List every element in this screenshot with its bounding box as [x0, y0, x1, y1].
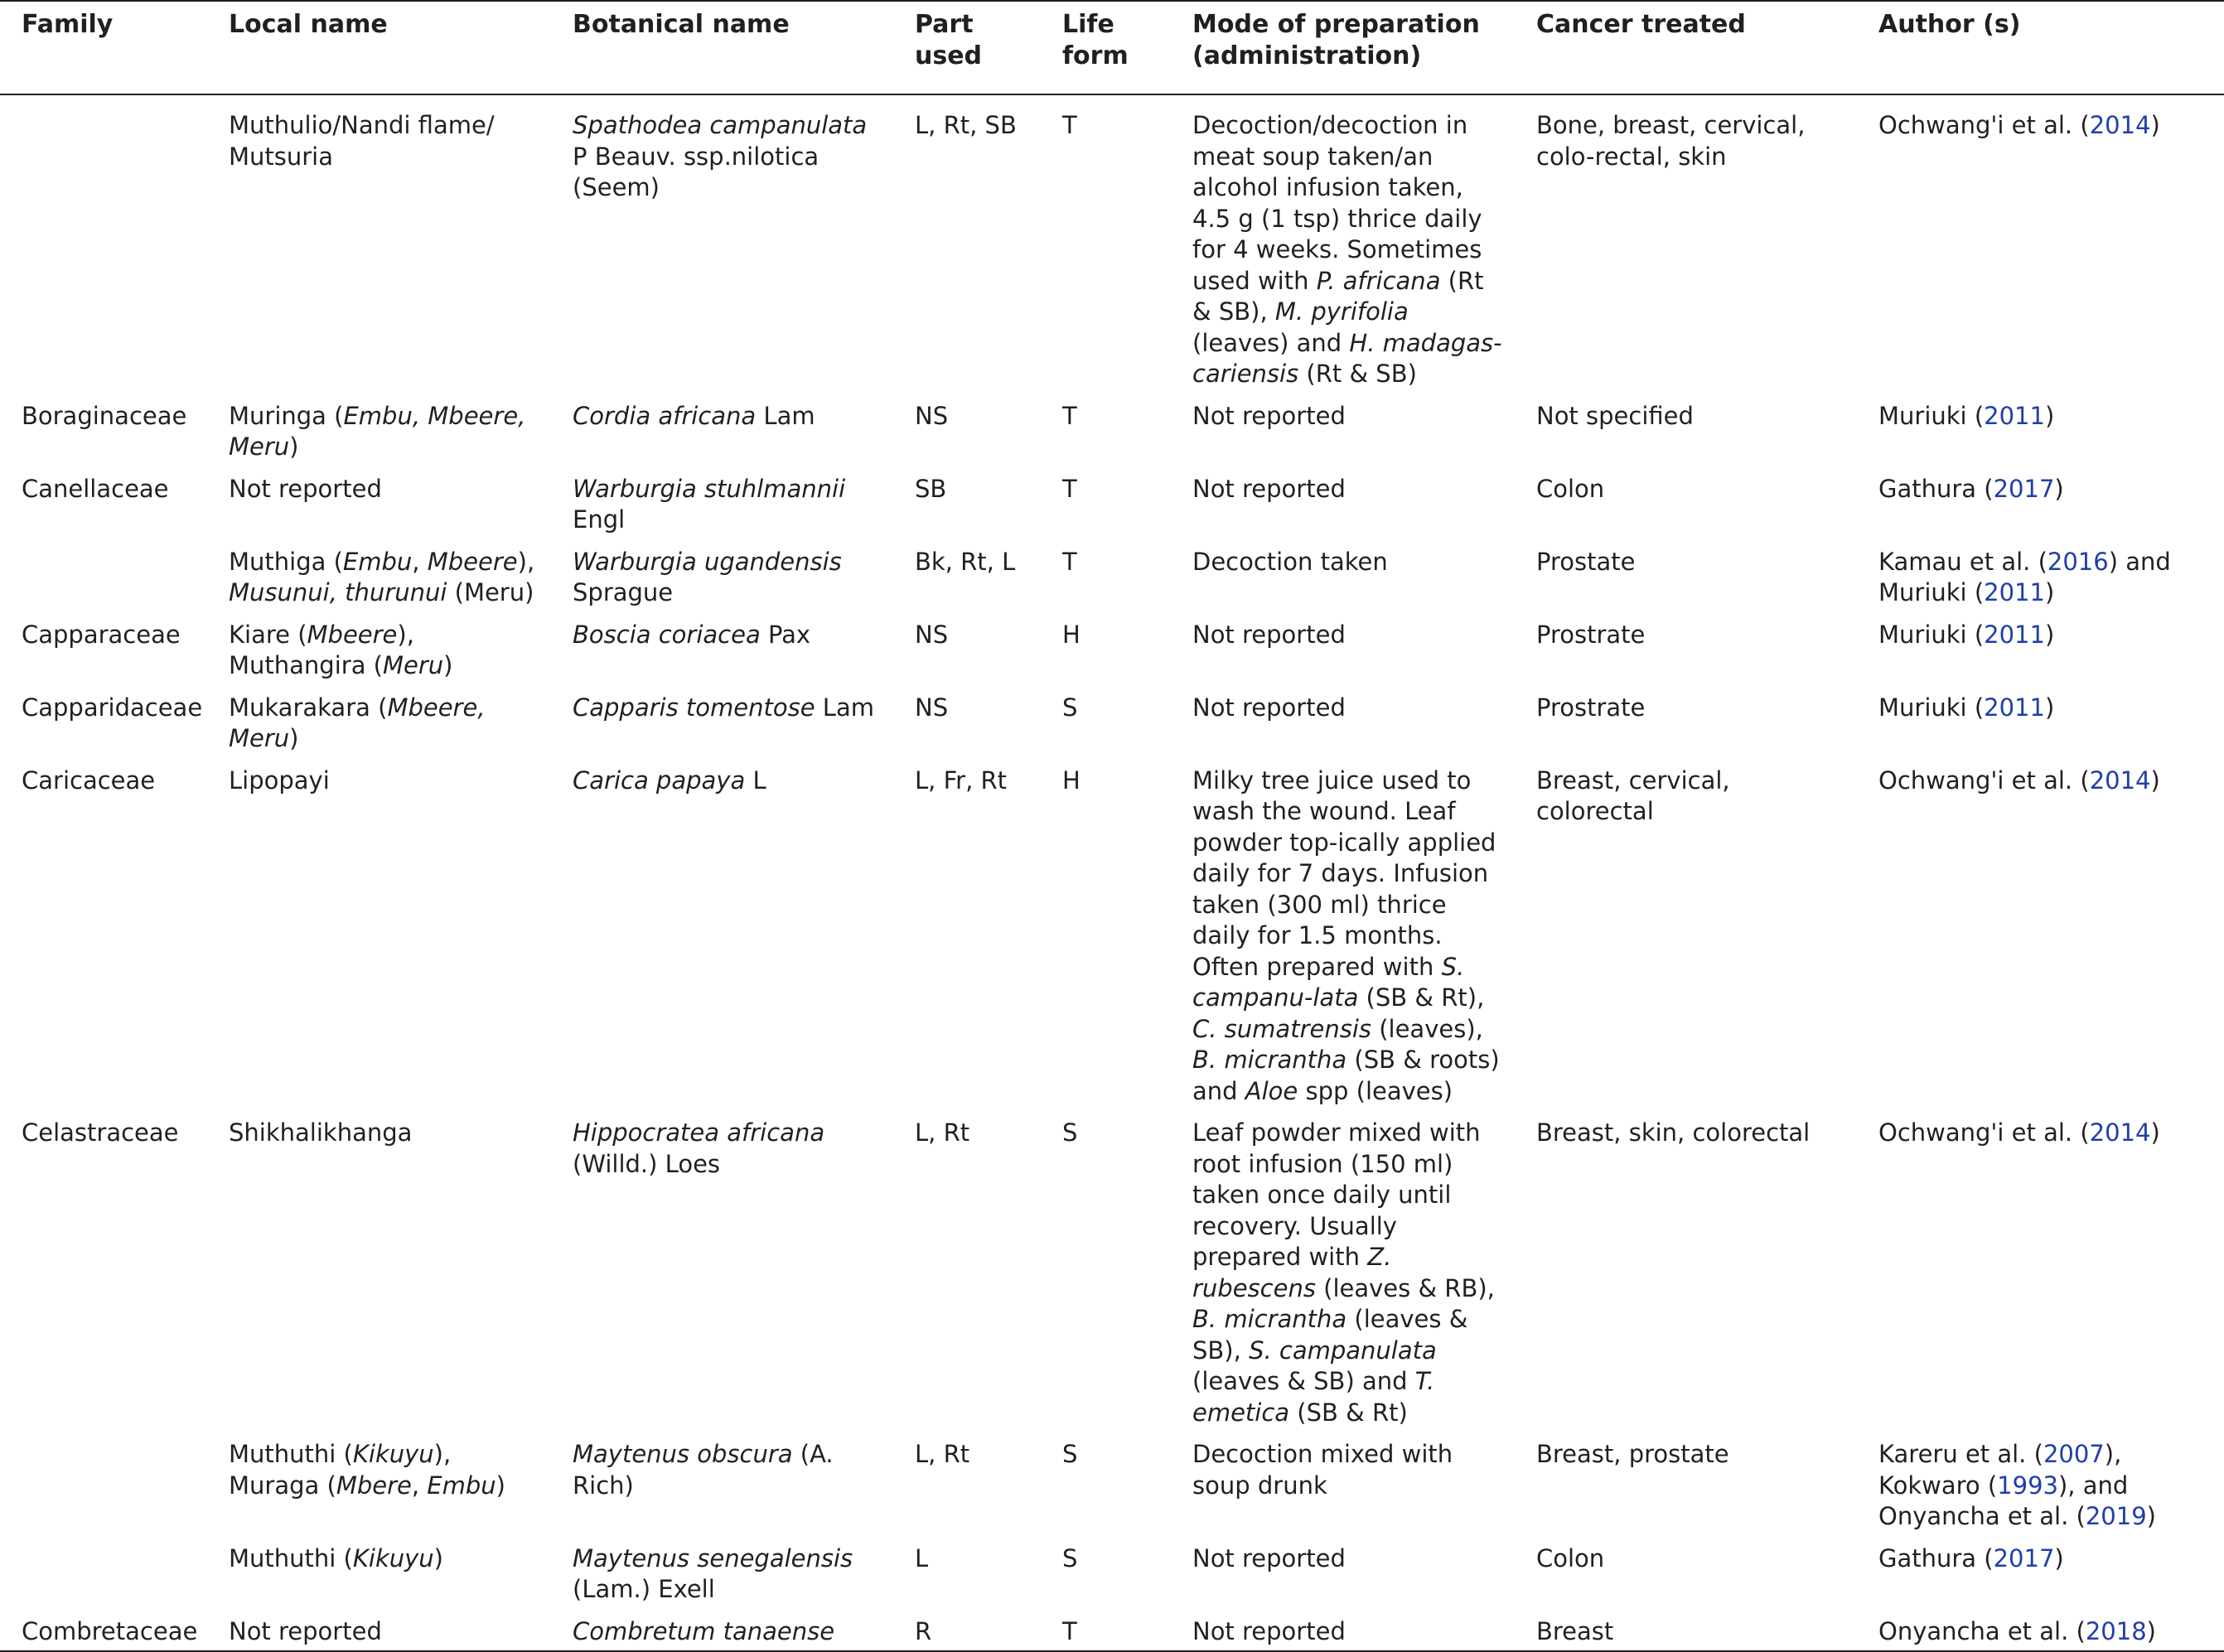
- cell-mode-of-preparation: [1171, 1616, 1515, 1652]
- header-local-name: Local name: [207, 1, 551, 94]
- cell-life-form: [1041, 547, 1171, 620]
- cell-life-form: [1041, 766, 1171, 1118]
- cell-text: (SB & roots) and: [1192, 1046, 1500, 1105]
- cell-text: B. micrantha: [1192, 1305, 1347, 1333]
- cell-life-form: [1041, 474, 1171, 547]
- cell-text: L, Rt: [915, 1118, 970, 1147]
- table-row: [0, 401, 2224, 474]
- citation-year-link[interactable]: 2018: [2085, 1616, 2147, 1645]
- cell-part-used: [893, 401, 1041, 474]
- cell-text: Onyancha et al. (: [1878, 1616, 2086, 1645]
- cell-cancer-treated: [1515, 620, 1857, 693]
- cell-text: Not reported: [1192, 1543, 1346, 1572]
- cell-authors: [1857, 1439, 2224, 1543]
- cell-text: S. campanu-lata: [1192, 952, 1465, 1012]
- cell-authors: [1857, 547, 2224, 620]
- cell-text: S. campanulata: [1249, 1336, 1437, 1365]
- cell-authors: [1857, 474, 2224, 547]
- cell-text: Mbeere: [307, 620, 398, 649]
- cell-text: Not reported: [1192, 693, 1346, 722]
- cell-text: T: [1062, 111, 1077, 139]
- cell-text: Mbeere, Meru: [229, 693, 486, 752]
- cell-text: Mukarakara (: [229, 693, 388, 722]
- cell-text: S: [1062, 1440, 1078, 1468]
- cell-family: [0, 620, 207, 693]
- cell-text: S: [1062, 693, 1078, 722]
- cell-text: Prostrate: [1536, 620, 1646, 649]
- cell-text: Shikhalikhanga: [229, 1118, 413, 1147]
- cell-local-name: [207, 401, 551, 474]
- cell-text: Not reported: [1192, 474, 1346, 503]
- cell-text: ), Muraga (: [229, 1440, 452, 1500]
- cell-text: Maytenus senegalensis: [573, 1543, 853, 1572]
- table-row: [0, 1439, 2224, 1543]
- cell-text: Carica papaya: [573, 766, 746, 795]
- cell-family: [0, 1439, 207, 1543]
- cell-text: ): [2150, 111, 2160, 139]
- cell-text: Breast, prostate: [1536, 1440, 1729, 1468]
- cell-text: B. micrantha: [1192, 1046, 1347, 1074]
- cell-text: Boraginaceae: [22, 401, 187, 430]
- cell-text: Kikuyu: [352, 1543, 434, 1572]
- cell-local-name: [207, 766, 551, 1118]
- cell-text: Not reported: [229, 1616, 382, 1645]
- cell-text: P. africana: [1316, 266, 1441, 295]
- cell-text: Sprague: [573, 578, 674, 606]
- cell-cancer-treated: [1515, 547, 1857, 620]
- table-row: [0, 693, 2224, 766]
- citation-year-link[interactable]: 2014: [2089, 1118, 2151, 1147]
- cell-text: Mbere: [336, 1471, 412, 1500]
- cell-botanical-name: [551, 1616, 893, 1652]
- cell-text: H. madagas-cariensis: [1192, 328, 1502, 388]
- cell-authors: [1857, 1118, 2224, 1439]
- cell-text: Combretaceae: [22, 1616, 198, 1645]
- cell-text: Leaf powder mixed with root infusion (150 ml) taken once daily until recovery. Usually prepared with: [1192, 1118, 1481, 1271]
- cell-text: (Willd.) Loes: [573, 1149, 721, 1178]
- cell-botanical-name: [551, 1543, 893, 1616]
- table-row: [0, 547, 2224, 620]
- header-mode-of-preparation: Mode of preparation (administration): [1171, 1, 1515, 94]
- cell-text: Boscia coriacea: [573, 620, 761, 649]
- cell-cancer-treated: [1515, 1439, 1857, 1543]
- cell-text: NS: [915, 401, 949, 430]
- cell-cancer-treated: [1515, 1616, 1857, 1652]
- cell-text: Colon: [1536, 1543, 1605, 1572]
- cell-life-form: [1041, 94, 1171, 401]
- citation-year-link[interactable]: 2014: [2089, 766, 2151, 795]
- cell-life-form: [1041, 1118, 1171, 1439]
- cell-local-name: [207, 1543, 551, 1616]
- cell-local-name: [207, 547, 551, 620]
- cell-text: Cordia africana: [573, 401, 757, 430]
- cell-botanical-name: [551, 766, 893, 1118]
- cell-text: Bk, Rt, L: [915, 547, 1016, 576]
- cell-text: ): [2044, 620, 2055, 649]
- cell-authors: [1857, 1543, 2224, 1616]
- cell-text: Lipopayi: [229, 766, 330, 795]
- cell-text: ): [2146, 1616, 2156, 1645]
- header-cancer-treated: Cancer treated: [1515, 1, 1857, 94]
- cell-text: (leaves & SB) and: [1192, 1367, 1415, 1395]
- cell-text: ): [2044, 578, 2055, 606]
- citation-year-link[interactable]: 2014: [2089, 111, 2151, 139]
- cell-botanical-name: [551, 693, 893, 766]
- cell-text: Embu: [427, 1471, 496, 1500]
- cell-part-used: [893, 1439, 1041, 1543]
- cell-text: (Lam.) Exell: [573, 1575, 715, 1603]
- cell-text: Meru: [383, 651, 444, 679]
- cell-text: Z. rubescens: [1192, 1243, 1392, 1302]
- cell-family: [0, 94, 207, 401]
- cell-text: ) and Muriuki (: [1878, 547, 2171, 606]
- cell-text: S: [1062, 1543, 1078, 1572]
- citation-year-link[interactable]: 1993: [1997, 1471, 2058, 1500]
- cell-family: [0, 766, 207, 1118]
- table-row: [0, 474, 2224, 547]
- cell-text: H: [1062, 766, 1081, 795]
- cell-text: Breast: [1536, 1616, 1614, 1645]
- cell-local-name: [207, 693, 551, 766]
- cell-text: ): [2044, 401, 2055, 430]
- citation-year-link[interactable]: 2016: [2047, 547, 2109, 576]
- table-row: [0, 1543, 2224, 1616]
- cell-part-used: [893, 766, 1041, 1118]
- citation-year-link[interactable]: 2011: [1984, 578, 2045, 606]
- table-body: [0, 94, 2224, 1651]
- cell-botanical-name: [551, 94, 893, 401]
- cell-life-form: [1041, 1616, 1171, 1652]
- cell-mode-of-preparation: [1171, 1439, 1515, 1543]
- cell-text: Lam: [815, 693, 874, 722]
- cell-text: Ochwang'i et al. (: [1878, 111, 2090, 139]
- cell-life-form: [1041, 1543, 1171, 1616]
- cell-text: Colon: [1536, 474, 1605, 503]
- cell-text: (A. Rich): [573, 1440, 834, 1500]
- cell-family: [0, 401, 207, 474]
- cell-text: (Rt & SB),: [1192, 266, 1484, 326]
- cell-mode-of-preparation: [1171, 1543, 1515, 1616]
- cell-botanical-name: [551, 474, 893, 547]
- cell-local-name: [207, 620, 551, 693]
- cell-part-used: [893, 1543, 1041, 1616]
- cell-cancer-treated: [1515, 94, 1857, 401]
- cell-family: [0, 1543, 207, 1616]
- cell-text: Kiare (: [229, 620, 307, 649]
- cell-text: Capparidaceae: [22, 693, 203, 722]
- cell-text: S: [1062, 1118, 1078, 1147]
- cell-life-form: [1041, 1439, 1171, 1543]
- cell-text: C. sumatrensis: [1192, 1014, 1371, 1043]
- cell-text: T: [1062, 547, 1077, 576]
- citation-year-link[interactable]: 2011: [1984, 401, 2045, 430]
- cell-text: M. pyrifolia: [1274, 297, 1409, 326]
- cell-life-form: [1041, 401, 1171, 474]
- cell-text: Capparaceae: [22, 620, 181, 649]
- header-authors: Author (s): [1857, 1, 2224, 94]
- cell-text: Muriuki (: [1878, 693, 1985, 722]
- cell-text: ): [443, 651, 453, 679]
- cell-text: Combretum tanaense: [573, 1616, 835, 1645]
- cell-text: ): [2150, 766, 2160, 795]
- cell-text: (leaves & RB),: [1315, 1273, 1495, 1302]
- cell-text: ): [2054, 1543, 2064, 1572]
- cell-text: Bone, breast, cervical, colo-rectal, skin: [1536, 111, 1806, 171]
- citation-year-link[interactable]: 2011: [1984, 620, 2045, 649]
- cell-text: Warburgia stuhlmannii: [573, 474, 846, 503]
- table-row: [0, 620, 2224, 693]
- header-family: Family: [0, 1, 207, 94]
- cell-text: (SB & Rt): [1289, 1398, 1408, 1427]
- citation-year-link[interactable]: 2017: [1993, 474, 2055, 503]
- cell-text: Prostate: [1536, 547, 1636, 576]
- citation-year-link[interactable]: 2007: [2043, 1440, 2105, 1468]
- table-header: [0, 1, 2224, 94]
- cell-text: ,: [411, 1471, 428, 1500]
- cell-text: Not specified: [1536, 401, 1694, 430]
- cell-text: L: [915, 1543, 929, 1572]
- cell-authors: [1857, 620, 2224, 693]
- cell-part-used: [893, 547, 1041, 620]
- cell-text: Prostrate: [1536, 693, 1646, 722]
- cell-cancer-treated: [1515, 693, 1857, 766]
- cell-text: Gathura (: [1878, 474, 1994, 503]
- cell-local-name: [207, 1118, 551, 1439]
- cell-text: ): [496, 1471, 505, 1500]
- table-row: [0, 1118, 2224, 1439]
- cell-text: Muthulio/Nandi flame/ Mutsuria: [229, 111, 495, 171]
- cell-botanical-name: [551, 401, 893, 474]
- header-botanical-name: Botanical name: [551, 1, 893, 94]
- cell-botanical-name: [551, 1439, 893, 1543]
- cell-text: ), Muthangira (: [229, 620, 414, 679]
- cell-text: Pax: [760, 620, 811, 649]
- cell-text: Maytenus obscura: [573, 1440, 793, 1468]
- cell-text: Muthiga (: [229, 547, 343, 576]
- table-row: [0, 94, 2224, 401]
- cell-family: [0, 1118, 207, 1439]
- cell-text: Muringa (: [229, 401, 344, 430]
- cell-text: Ochwang'i et al. (: [1878, 766, 2090, 795]
- cell-cancer-treated: [1515, 1543, 1857, 1616]
- cell-text: Muthuthi (: [229, 1543, 353, 1572]
- cell-text: H: [1062, 620, 1081, 649]
- cell-text: NS: [915, 620, 949, 649]
- header-row: [0, 1, 2224, 94]
- cell-family: [0, 1616, 207, 1652]
- cell-cancer-treated: [1515, 1118, 1857, 1439]
- cell-text: ): [289, 724, 299, 752]
- cell-text: Decoction/decoction in meat soup taken/an alcohol infusion taken, 4.5 g (1 tsp) thrice daily for 4 weeks. Sometimes used with: [1192, 111, 1482, 295]
- header-part-used: Part used: [893, 1, 1041, 94]
- cell-text: L: [745, 766, 766, 795]
- cell-text: Kikuyu: [352, 1440, 434, 1468]
- citation-year-link[interactable]: 2017: [1993, 1543, 2055, 1572]
- cell-part-used: [893, 1616, 1041, 1652]
- cell-life-form: [1041, 620, 1171, 693]
- cell-text: Muthuthi (: [229, 1440, 353, 1468]
- cell-text: ,: [412, 547, 428, 576]
- cell-text: Breast, cervical, colorectal: [1536, 766, 1730, 825]
- citation-year-link[interactable]: 2011: [1984, 693, 2045, 722]
- cell-text: ): [289, 432, 299, 461]
- cell-text: (leaves) and: [1192, 328, 1350, 357]
- citation-year-link[interactable]: 2019: [2085, 1502, 2147, 1530]
- cell-text: Decoction taken: [1192, 547, 1388, 576]
- cell-text: ): [2044, 693, 2055, 722]
- cell-text: ): [2146, 1502, 2156, 1530]
- cell-family: [0, 474, 207, 547]
- cell-family: [0, 547, 207, 620]
- cell-authors: [1857, 401, 2224, 474]
- cell-mode-of-preparation: [1171, 547, 1515, 620]
- cell-text: Caricaceae: [22, 766, 156, 795]
- cell-cancer-treated: [1515, 401, 1857, 474]
- cell-text: Musunui, thurunui: [229, 578, 447, 606]
- table-row: [0, 1616, 2224, 1652]
- cell-text: Decoction mixed with soup drunk: [1192, 1440, 1453, 1500]
- cell-text: Spathodea campanulata: [573, 111, 868, 139]
- cell-cancer-treated: [1515, 474, 1857, 547]
- cell-text: Capparis tomentose: [573, 693, 815, 722]
- cell-mode-of-preparation: [1171, 1118, 1515, 1439]
- cell-botanical-name: [551, 1118, 893, 1439]
- cell-text: Not reported: [1192, 401, 1346, 430]
- cell-text: T: [1062, 401, 1077, 430]
- cell-cancer-treated: [1515, 766, 1857, 1118]
- cell-local-name: [207, 1439, 551, 1543]
- cell-text: Hippocratea africana: [573, 1118, 825, 1147]
- cell-family: [0, 693, 207, 766]
- cell-mode-of-preparation: [1171, 766, 1515, 1118]
- cell-text: Breast, skin, colorectal: [1536, 1118, 1811, 1147]
- cell-text: ): [2150, 1118, 2160, 1147]
- cell-text: L, Rt, SB: [915, 111, 1017, 139]
- cell-text: Celastraceae: [22, 1118, 179, 1147]
- cell-text: L, Fr, Rt: [915, 766, 1008, 795]
- cell-text: T: [1062, 1616, 1077, 1645]
- cell-part-used: [893, 474, 1041, 547]
- cell-text: T. emetica: [1192, 1367, 1435, 1427]
- cell-text: Embu, Mbeere, Meru: [229, 401, 526, 461]
- cell-part-used: [893, 693, 1041, 766]
- header-life-form: Life form: [1041, 1, 1171, 94]
- cell-mode-of-preparation: [1171, 620, 1515, 693]
- cell-text: T: [1062, 474, 1077, 503]
- cell-text: Ochwang'i et al. (: [1878, 1118, 2090, 1147]
- cell-part-used: [893, 1118, 1041, 1439]
- cell-authors: [1857, 1616, 2224, 1652]
- cell-mode-of-preparation: [1171, 401, 1515, 474]
- cell-text: spp (leaves): [1298, 1076, 1453, 1105]
- cell-text: Not reported: [229, 474, 382, 503]
- cell-part-used: [893, 94, 1041, 401]
- cell-part-used: [893, 620, 1041, 693]
- cell-text: P Beauv. ssp.nilotica (Seem): [573, 142, 819, 201]
- cell-text: Embu: [342, 547, 413, 576]
- cell-botanical-name: [551, 547, 893, 620]
- cell-text: Engl: [573, 505, 626, 534]
- cell-text: (leaves),: [1371, 1014, 1483, 1043]
- cell-text: ): [2054, 474, 2064, 503]
- cell-botanical-name: [551, 620, 893, 693]
- cell-text: Canellaceae: [22, 474, 169, 503]
- cell-mode-of-preparation: [1171, 474, 1515, 547]
- cell-text: (Meru): [447, 578, 534, 606]
- cell-text: Warburgia ugandensis: [573, 547, 842, 576]
- cell-mode-of-preparation: [1171, 693, 1515, 766]
- cell-text: SB: [915, 474, 947, 503]
- cell-text: ), Kokwaro (: [1878, 1440, 2122, 1500]
- cell-text: Lam: [756, 401, 815, 430]
- cell-text: L, Rt: [915, 1440, 970, 1468]
- cell-authors: [1857, 94, 2224, 401]
- cell-text: Muriuki (: [1878, 620, 1985, 649]
- cell-text: Mbeere: [427, 547, 518, 576]
- cell-text: Milky tree juice used to wash the wound. Leaf powder top-ically applied daily for 7 days. Infusion taken (300 ml) thrice daily for 1.5 months. Often prepared with: [1192, 766, 1496, 981]
- cell-text: (SB & Rt),: [1358, 983, 1485, 1012]
- table-row: [0, 766, 2224, 1118]
- cell-text: Kareru et al. (: [1878, 1440, 2043, 1468]
- cell-text: NS: [915, 693, 949, 722]
- cell-text: R: [915, 1616, 932, 1645]
- cell-text: Kamau et al. (: [1878, 547, 2048, 576]
- cell-text: (leaves & SB),: [1192, 1305, 1468, 1365]
- cell-text: ): [433, 1543, 443, 1572]
- cell-text: (Rt & SB): [1298, 360, 1417, 388]
- cell-local-name: [207, 94, 551, 401]
- cell-text: ), and Onyancha et al. (: [1878, 1471, 2129, 1530]
- cell-mode-of-preparation: [1171, 94, 1515, 401]
- cell-text: Aloe: [1245, 1076, 1298, 1105]
- cell-text: Not reported: [1192, 1616, 1346, 1645]
- cell-text: Muriuki (: [1878, 401, 1985, 430]
- cell-local-name: [207, 474, 551, 547]
- cell-authors: [1857, 766, 2224, 1118]
- cell-text: Gathura (: [1878, 1543, 1994, 1572]
- cell-life-form: [1041, 693, 1171, 766]
- cell-text: Not reported: [1192, 620, 1346, 649]
- cell-authors: [1857, 693, 2224, 766]
- cell-text: ),: [517, 547, 535, 576]
- cell-local-name: [207, 1616, 551, 1652]
